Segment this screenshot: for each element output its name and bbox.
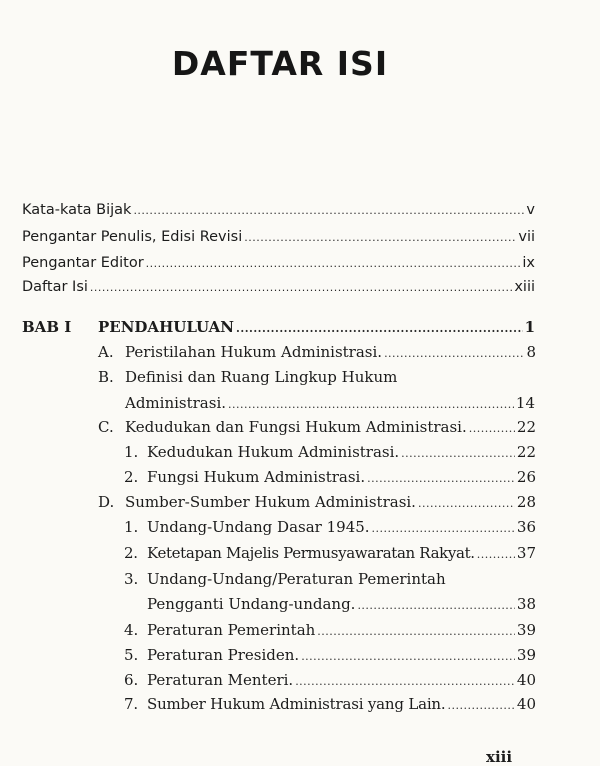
leader-dots xyxy=(236,322,523,335)
leader-dots xyxy=(477,548,515,561)
leader-dots xyxy=(90,281,512,294)
toc-entry-d5[interactable] xyxy=(124,646,536,664)
toc-entry-d3[interactable] xyxy=(147,595,536,613)
leader-dots xyxy=(228,398,514,411)
item-title: Kedudukan Hukum Administrasi. xyxy=(147,443,400,461)
toc-entry-label xyxy=(124,468,365,486)
toc-entry-page: 8 xyxy=(526,343,536,361)
toc-entry-label xyxy=(98,418,467,436)
toc-entry-c2[interactable] xyxy=(124,468,536,486)
toc-entry-label xyxy=(98,343,382,361)
toc-entry-page: 36 xyxy=(516,518,536,536)
item-title: Pengganti Undang-undang. xyxy=(147,595,356,613)
item-marker: 2. xyxy=(124,468,139,486)
leader-dots xyxy=(372,522,515,535)
toc-entry-section-d[interactable] xyxy=(98,493,536,511)
toc-entry-pengantar-editor[interactable] xyxy=(22,255,535,271)
toc-entry-page: 1 xyxy=(524,318,535,336)
toc-entry-pengantar-penulis[interactable] xyxy=(22,229,535,245)
toc-entry-d2[interactable] xyxy=(124,544,536,562)
item-marker: 6. xyxy=(124,671,139,689)
item-marker: 3. xyxy=(124,570,139,588)
item-title: Fungsi Hukum Administrasi. xyxy=(147,468,366,486)
item-marker: 1. xyxy=(124,518,139,536)
section-marker: B. xyxy=(98,368,114,386)
item-marker: 2. xyxy=(124,544,138,562)
leader-dots xyxy=(146,257,521,270)
leader-dots xyxy=(357,599,514,612)
leader-dots xyxy=(295,675,515,688)
toc-entry-section-b-line1[interactable] xyxy=(98,368,397,386)
toc-entry-label xyxy=(98,493,416,511)
leader-dots xyxy=(469,422,515,435)
toc-entry-label xyxy=(124,646,299,664)
toc-entry-label: PENDAHULUAN xyxy=(98,318,235,336)
toc-entry-page: vii xyxy=(518,229,535,245)
toc-entry-label: Pengantar Penulis, Edisi Revisi xyxy=(22,229,243,245)
toc-entry-section-c[interactable] xyxy=(98,418,536,436)
toc-entry-section-b[interactable] xyxy=(125,394,535,412)
toc-entry-label xyxy=(124,621,315,639)
leader-dots xyxy=(447,699,514,712)
section-marker: D. xyxy=(98,493,115,511)
toc-entry-page: v xyxy=(526,202,535,218)
leader-dots xyxy=(367,472,515,485)
toc-entry-daftar-isi[interactable] xyxy=(22,279,535,295)
item-title: Undang-Undang/Peraturan Pemerintah xyxy=(147,570,446,588)
leader-dots xyxy=(418,497,515,510)
toc-entry-chapter[interactable] xyxy=(98,318,535,336)
leader-dots xyxy=(301,650,515,663)
item-title: Peraturan Presiden. xyxy=(147,646,300,664)
toc-entry-page: 38 xyxy=(516,595,536,613)
toc-entry-d7[interactable] xyxy=(124,695,536,713)
chapter-number: BAB I xyxy=(22,318,72,336)
toc-entry-d1[interactable] xyxy=(124,518,536,536)
item-marker: 7. xyxy=(124,695,138,713)
section-title: Peristilahan Hukum Administrasi. xyxy=(125,343,383,361)
item-title: Ketetapan Majelis Permusyawaratan Rakyat. xyxy=(147,544,475,562)
section-title: Administrasi. xyxy=(125,394,227,412)
toc-entry-page: 14 xyxy=(515,394,535,412)
toc-entry-label xyxy=(124,518,370,536)
toc-entry-d3-line1[interactable] xyxy=(124,570,446,588)
item-marker: 5. xyxy=(124,646,139,664)
section-title: Definisi dan Ruang Lingkup Hukum xyxy=(125,368,398,386)
section-marker: C. xyxy=(98,418,114,436)
section-title: Sumber-Sumber Hukum Administrasi. xyxy=(125,493,416,511)
item-title: Sumber Hukum Administrasi yang Lain. xyxy=(147,695,446,713)
leader-dots xyxy=(133,204,524,217)
toc-entry-label xyxy=(124,443,399,461)
item-marker: 1. xyxy=(124,443,139,461)
toc-entry-page: 37 xyxy=(516,544,536,562)
leader-dots xyxy=(401,447,515,460)
toc-entry-page: 26 xyxy=(516,468,536,486)
section-marker: A. xyxy=(98,343,114,361)
section-title: Kedudukan dan Fungsi Hukum Administrasi. xyxy=(125,418,467,436)
toc-entry-page: 22 xyxy=(516,443,536,461)
toc-entry-label: Kata-kata Bijak xyxy=(22,202,132,218)
item-title: Peraturan Menteri. xyxy=(147,671,294,689)
toc-entry-label: Pengantar Editor xyxy=(22,255,144,271)
toc-entry-page: 40 xyxy=(516,671,536,689)
toc-entry-page: 28 xyxy=(516,493,536,511)
item-title: Undang-Undang Dasar 1945. xyxy=(147,518,370,536)
toc-entry-d6[interactable] xyxy=(124,671,536,689)
toc-entry-label xyxy=(124,544,475,562)
toc-entry-kata-kata-bijak[interactable] xyxy=(22,202,535,218)
toc-entry-page: ix xyxy=(522,255,535,271)
toc-entry-d4[interactable] xyxy=(124,621,536,639)
toc-entry-label xyxy=(124,671,293,689)
leader-dots xyxy=(384,347,524,360)
toc-entry-label: Daftar Isi xyxy=(22,279,88,295)
page-number: xiii xyxy=(486,748,513,766)
toc-entry-page: 40 xyxy=(516,695,536,713)
item-title: Peraturan Pemerintah xyxy=(147,621,316,639)
toc-entry-page: 22 xyxy=(516,418,536,436)
toc-entry-page: 39 xyxy=(516,646,536,664)
toc-entry-label xyxy=(124,695,445,713)
leader-dots xyxy=(244,231,516,244)
toc-entry-section-a[interactable] xyxy=(98,343,536,361)
toc-entry-page: 39 xyxy=(516,621,536,639)
toc-entry-c1[interactable] xyxy=(124,443,536,461)
item-marker: 4. xyxy=(124,621,139,639)
page-title: DAFTAR ISI xyxy=(171,44,389,83)
toc-entry-page: xiii xyxy=(514,279,535,295)
leader-dots xyxy=(317,625,515,638)
